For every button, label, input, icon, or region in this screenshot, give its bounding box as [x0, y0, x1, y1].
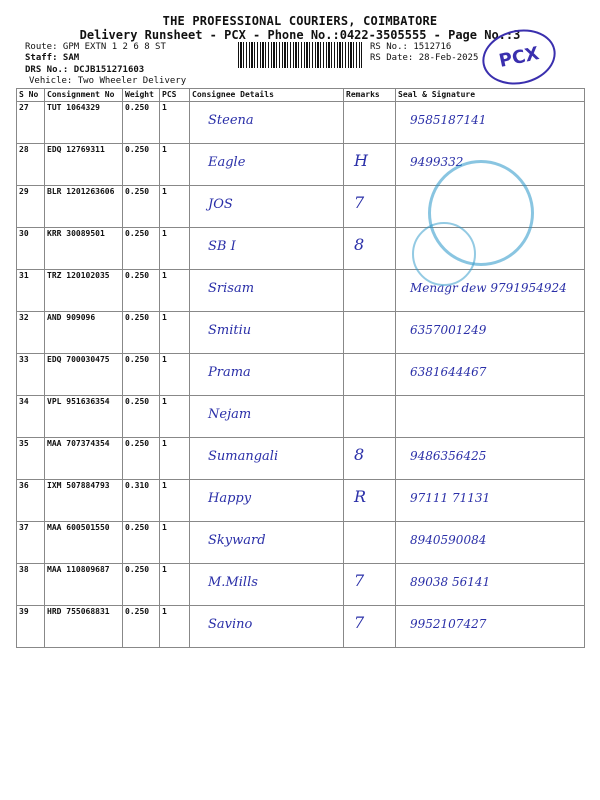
table-row	[17, 354, 585, 396]
cell-consignee	[190, 102, 344, 144]
cell-signature-text: 97111 71131	[410, 491, 491, 505]
cell-consignee	[190, 522, 344, 564]
cell-consignment: TRZ 120102035	[45, 270, 123, 312]
cell-consignee	[190, 228, 344, 270]
table-row	[17, 438, 585, 480]
cell-remark	[344, 438, 396, 480]
cell-pcs: 1	[160, 144, 190, 186]
cell-signature	[396, 564, 585, 606]
cell-pcs: 1	[160, 312, 190, 354]
cell-pcs: 1	[160, 522, 190, 564]
cell-signature-text: 9499332	[410, 155, 464, 169]
cell-pcs: 1	[160, 186, 190, 228]
route: Route: GPM EXTN 1 2 6 8 ST	[25, 42, 166, 52]
cell-consignee-text: Steena	[208, 113, 254, 128]
cell-consignment: EDQ 700030475	[45, 354, 123, 396]
cell-sno: 39	[17, 606, 45, 648]
cell-pcs: 1	[160, 102, 190, 144]
cell-remark	[344, 228, 396, 270]
cell-weight: 0.310	[123, 480, 160, 522]
table-row	[17, 396, 585, 438]
cell-remark	[344, 564, 396, 606]
table-row	[17, 522, 585, 564]
cell-consignee-text: Skyward	[208, 533, 266, 548]
cell-signature	[396, 396, 585, 438]
cell-consignee-text: SB I	[208, 239, 236, 254]
cell-sno: 37	[17, 522, 45, 564]
cell-consignee	[190, 270, 344, 312]
cell-signature-text: 9585187141	[410, 113, 487, 127]
cell-pcs: 1	[160, 396, 190, 438]
cell-consignment: MAA 707374354	[45, 438, 123, 480]
cell-sno: 30	[17, 228, 45, 270]
cell-sno: 38	[17, 564, 45, 606]
cell-pcs: 1	[160, 354, 190, 396]
staff: Staff: SAM	[25, 53, 80, 63]
cell-sno: 35	[17, 438, 45, 480]
cell-pcs: 1	[160, 438, 190, 480]
cell-signature-text: 6381644467	[410, 365, 487, 379]
cell-signature-text: 9486356425	[410, 449, 487, 463]
pcx-stamp: PCX	[477, 23, 561, 91]
cell-signature-text: 6357001249	[410, 323, 487, 337]
cell-remark-text: 7	[354, 571, 365, 590]
cell-consignment: MAA 600501550	[45, 522, 123, 564]
cell-remark-text: 7	[354, 193, 365, 212]
cell-weight: 0.250	[123, 438, 160, 480]
cell-consignment: AND 909096	[45, 312, 123, 354]
table-row	[17, 480, 585, 522]
cell-remark-text: H	[354, 151, 368, 170]
cell-consignee-text: Eagle	[208, 155, 246, 170]
rs-number: RS No.: 1512716	[370, 42, 452, 52]
cell-weight: 0.250	[123, 228, 160, 270]
cell-remark	[344, 144, 396, 186]
cell-consignee-text: Savino	[208, 617, 253, 632]
cell-consignee-text: Nejam	[208, 407, 252, 422]
col-consignee: Consignee Details	[190, 89, 344, 102]
cell-consignee	[190, 354, 344, 396]
cell-consignment: MAA 110809687	[45, 564, 123, 606]
cell-sno: 31	[17, 270, 45, 312]
cell-signature-text: 89038 56141	[410, 575, 491, 589]
cell-signature-text: Menagr dew 9791954924	[410, 281, 567, 295]
table-row	[17, 312, 585, 354]
col-weight: Weight	[123, 89, 160, 102]
cell-consignee-text: Happy	[208, 491, 252, 506]
cell-remark	[344, 354, 396, 396]
cell-remark	[344, 270, 396, 312]
cell-weight: 0.250	[123, 186, 160, 228]
table-row	[17, 564, 585, 606]
col-sno: S No	[17, 89, 45, 102]
cell-signature	[396, 522, 585, 564]
cell-weight: 0.250	[123, 522, 160, 564]
cell-remark-text: 8	[354, 235, 365, 254]
table-row	[17, 102, 585, 144]
cell-sno: 32	[17, 312, 45, 354]
cell-consignment: TUT 1064329	[45, 102, 123, 144]
cell-weight: 0.250	[123, 144, 160, 186]
cell-sno: 27	[17, 102, 45, 144]
cell-consignment: IXM 507884793	[45, 480, 123, 522]
cell-consignee-text: Sumangali	[208, 449, 279, 464]
cell-weight: 0.250	[123, 102, 160, 144]
cell-sno: 33	[17, 354, 45, 396]
col-remarks: Remarks	[344, 89, 396, 102]
cell-weight: 0.250	[123, 312, 160, 354]
cell-consignee	[190, 480, 344, 522]
cell-consignee-text: Prama	[208, 365, 251, 380]
cell-consignee	[190, 606, 344, 648]
seal-stamp-small	[412, 222, 476, 286]
cell-remark-text: 8	[354, 445, 365, 464]
cell-remark	[344, 522, 396, 564]
cell-consignment: BLR 1201263606	[45, 186, 123, 228]
cell-remark	[344, 186, 396, 228]
cell-pcs: 1	[160, 606, 190, 648]
cell-consignment: VPL 951636354	[45, 396, 123, 438]
cell-consignment: KRR 30089501	[45, 228, 123, 270]
cell-consignee-text: JOS	[208, 197, 233, 212]
cell-signature	[396, 354, 585, 396]
cell-sno: 34	[17, 396, 45, 438]
cell-signature	[396, 438, 585, 480]
cell-remark	[344, 606, 396, 648]
cell-weight: 0.250	[123, 564, 160, 606]
company-title: THE PROFESSIONAL COURIERS, COIMBATORE	[162, 14, 438, 28]
cell-remark-text: 7	[354, 613, 365, 632]
col-consignment: Consignment No	[45, 89, 123, 102]
cell-consignee-text: Srisam	[208, 281, 255, 296]
cell-consignment: HRD 755068831	[45, 606, 123, 648]
vehicle: Vehicle: Two Wheeler Delivery	[29, 76, 187, 86]
cell-weight: 0.250	[123, 354, 160, 396]
cell-weight: 0.250	[123, 606, 160, 648]
cell-sno: 29	[17, 186, 45, 228]
barcode	[238, 42, 362, 68]
header-row	[17, 89, 585, 102]
cell-consignee	[190, 186, 344, 228]
cell-consignee-text: M.Mills	[208, 575, 258, 590]
cell-pcs: 1	[160, 270, 190, 312]
table-row	[17, 606, 585, 648]
cell-remark	[344, 396, 396, 438]
cell-remark-text: R	[354, 487, 367, 506]
runsheet-subtitle: Delivery Runsheet - PCX - Phone No.:0422-3505555 - Page No.:3	[79, 28, 521, 42]
cell-remark	[344, 312, 396, 354]
cell-pcs: 1	[160, 480, 190, 522]
cell-pcs: 1	[160, 228, 190, 270]
cell-remark	[344, 102, 396, 144]
drs-number: DRS No.: DCJB151271603	[25, 65, 145, 75]
cell-consignee	[190, 144, 344, 186]
cell-signature	[396, 312, 585, 354]
col-pcs: PCS	[160, 89, 190, 102]
cell-weight: 0.250	[123, 396, 160, 438]
cell-remark	[344, 480, 396, 522]
col-signature: Seal & Signature	[396, 89, 585, 102]
table-row	[17, 270, 585, 312]
cell-signature	[396, 102, 585, 144]
cell-signature-text: 8940590084	[410, 533, 487, 547]
cell-sno: 28	[17, 144, 45, 186]
cell-pcs: 1	[160, 564, 190, 606]
cell-weight: 0.250	[123, 270, 160, 312]
rs-date: RS Date: 28-Feb-2025	[370, 53, 479, 63]
cell-signature	[396, 480, 585, 522]
cell-consignee	[190, 312, 344, 354]
cell-sno: 36	[17, 480, 45, 522]
cell-consignee	[190, 438, 344, 480]
cell-consignment: EDQ 12769311	[45, 144, 123, 186]
cell-consignee-text: Smitiu	[208, 323, 252, 338]
cell-consignee	[190, 564, 344, 606]
cell-consignee	[190, 396, 344, 438]
cell-signature-text: 9952107427	[410, 617, 487, 631]
cell-signature	[396, 606, 585, 648]
